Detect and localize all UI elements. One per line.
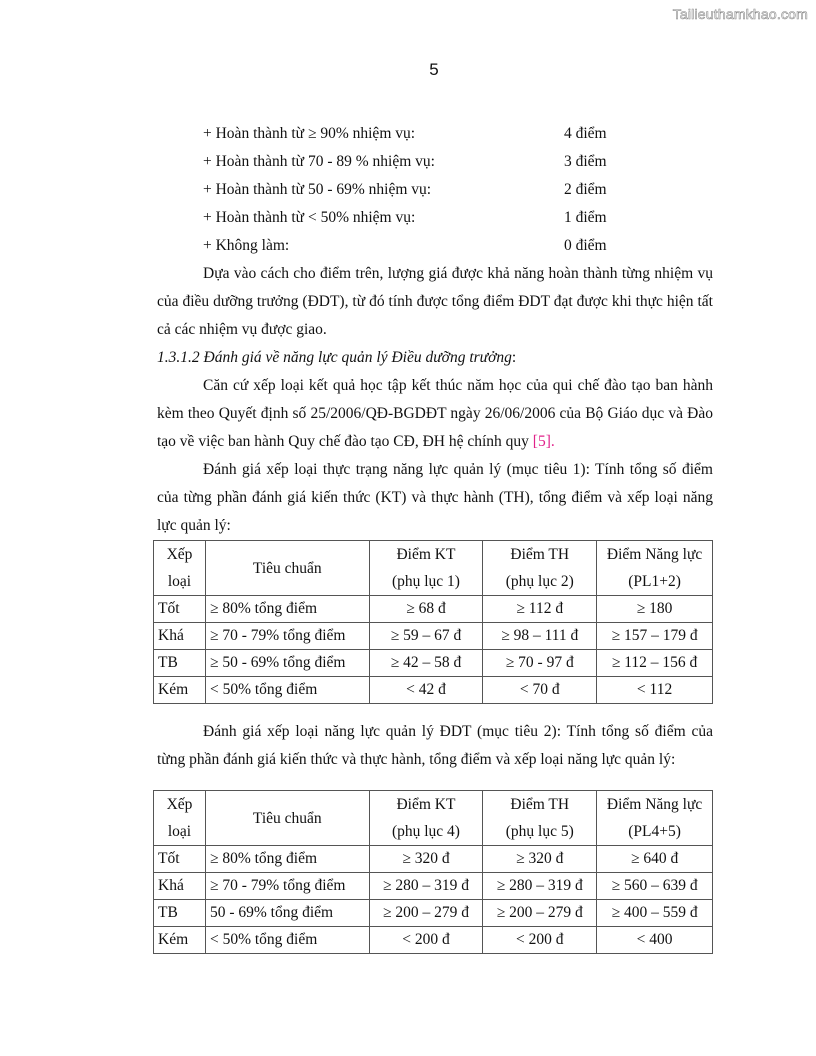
cell-total: ≥ 640 đ [597,846,713,873]
column-header-criteria: Tiêu chuẩn [205,541,369,596]
grading-table-1 [153,540,713,704]
cell-kt: ≥ 200 – 279 đ [369,900,483,927]
cell-rank: Khá [154,623,206,650]
cell-criteria: ≥ 80% tổng điểm [205,846,369,873]
score-label: + Hoàn thành từ 70 - 89 % nhiệm vụ: [203,153,435,170]
score-item [157,120,713,148]
table-row [154,873,713,900]
cell-rank: TB [154,900,206,927]
score-points: 3 điểm [564,153,607,170]
cell-total: ≥ 560 – 639 đ [597,873,713,900]
cell-total: ≥ 400 – 559 đ [597,900,713,927]
cell-rank: Tốt [154,846,206,873]
cell-kt: ≥ 59 – 67 đ [369,623,483,650]
grading-table-2 [153,790,713,954]
score-label: + Hoàn thành từ ≥ 90% nhiệm vụ: [203,125,416,142]
score-label: + Hoàn thành từ < 50% nhiệm vụ: [203,209,416,226]
cell-kt: ≥ 68 đ [369,596,483,623]
score-item [157,148,713,176]
cell-kt: ≥ 42 – 58 đ [369,650,483,677]
cell-kt: ≥ 280 – 319 đ [369,873,483,900]
table-row [154,596,713,623]
cell-rank: Kém [154,927,206,954]
cell-rank: Kém [154,677,206,704]
paragraph: Dựa vào cách cho điểm trên, lượng giá được khả năng hoàn thành từng nhiệm vụ của điều dưỡng trưởng (ĐDT), từ đó tính được tổng điểm ĐDT đạt được khi thực hiện tất cả các nhiệm vụ được giao. [157,265,713,338]
table-header-row [154,541,713,596]
cell-total: ≥ 157 – 179 đ [597,623,713,650]
cell-kt: ≥ 320 đ [369,846,483,873]
cell-th: ≥ 112 đ [483,596,597,623]
table-row [154,650,713,677]
watermark: Tailieuthamkhao.com [672,6,808,22]
cell-th: < 200 đ [483,927,597,954]
score-item [157,232,713,260]
score-item [157,176,713,204]
cell-th: < 70 đ [483,677,597,704]
score-label: + Không làm: [203,237,290,254]
cell-total: ≥ 180 [597,596,713,623]
cell-total: < 400 [597,927,713,954]
cell-th: ≥ 98 – 111 đ [483,623,597,650]
cell-criteria: ≥ 70 - 79% tổng điểm [205,623,369,650]
cell-rank: Khá [154,873,206,900]
section-heading-text: 1.3.1.2 Đánh giá về năng lực quản lý Điều dưỡng trưởng [157,349,512,366]
cell-criteria: ≥ 70 - 79% tổng điểm [205,873,369,900]
cell-total: < 112 [597,677,713,704]
paragraph-text: Căn cứ xếp loại kết quả học tập kết thúc năm học của qui chế đào tạo ban hành kèm theo Quyết định số 25/2006/QĐ-BGDĐT ngày 26/06/2006 của Bộ Giáo dục và Đào tạo về việc ban hành Quy chế đào tạo CĐ, ĐH hệ chính quy [157,377,713,450]
table-header-row [154,791,713,846]
paragraph [157,372,713,456]
spacer [157,774,713,790]
score-label: + Hoàn thành từ 50 - 69% nhiệm vụ: [203,181,432,198]
table-row [154,846,713,873]
cell-total: ≥ 112 – 156 đ [597,650,713,677]
cell-kt: < 42 đ [369,677,483,704]
score-points: 2 điểm [564,181,607,198]
column-header-kt: Điểm KT (phụ lục 4) [369,791,483,846]
cell-criteria: ≥ 80% tổng điểm [205,596,369,623]
cell-criteria: < 50% tổng điểm [205,927,369,954]
page-number: 5 [429,60,439,79]
table-row [154,927,713,954]
column-header-rank: Xếp loại [154,541,206,596]
score-points: 4 điểm [564,125,607,142]
score-item [157,204,713,232]
cell-th: ≥ 280 – 319 đ [483,873,597,900]
table-row [154,623,713,650]
column-header-th: Điểm TH (phụ lục 5) [483,791,597,846]
cell-th: ≥ 200 – 279 đ [483,900,597,927]
cell-rank: Tốt [154,596,206,623]
section-heading [157,344,713,372]
column-header-rank: Xếp loại [154,791,206,846]
cell-criteria: < 50% tổng điểm [205,677,369,704]
column-header-criteria: Tiêu chuẩn [205,791,369,846]
cell-criteria: 50 - 69% tổng điểm [205,900,369,927]
spacer [157,704,713,718]
document-body [157,120,713,954]
cell-th: ≥ 320 đ [483,846,597,873]
table-row [154,900,713,927]
paragraph: Đánh giá xếp loại năng lực quản lý ĐDT (mục tiêu 2): Tính tổng số điểm của từng phần đánh giá kiến thức và thực hành, tổng điểm và xếp loại năng lực quản lý: [157,723,713,768]
citation-link[interactable]: [5]. [532,433,555,450]
cell-kt: < 200 đ [369,927,483,954]
score-points: 0 điểm [564,237,607,254]
column-header-total: Điểm Năng lực (PL4+5) [597,791,713,846]
paragraph: Đánh giá xếp loại thực trạng năng lực quản lý (mục tiêu 1): Tính tổng số điểm của từng phần đánh giá kiến thức (KT) và thực hành (TH), tổng điểm và xếp loại năng lực quản lý: [157,461,713,534]
score-points: 1 điểm [564,209,607,226]
cell-criteria: ≥ 50 - 69% tổng điểm [205,650,369,677]
cell-th: ≥ 70 - 97 đ [483,650,597,677]
column-header-th: Điểm TH (phụ lục 2) [483,541,597,596]
column-header-total: Điểm Năng lực (PL1+2) [597,541,713,596]
table-row [154,677,713,704]
column-header-kt: Điểm KT (phụ lục 1) [369,541,483,596]
section-heading-colon: : [511,349,517,366]
cell-rank: TB [154,650,206,677]
